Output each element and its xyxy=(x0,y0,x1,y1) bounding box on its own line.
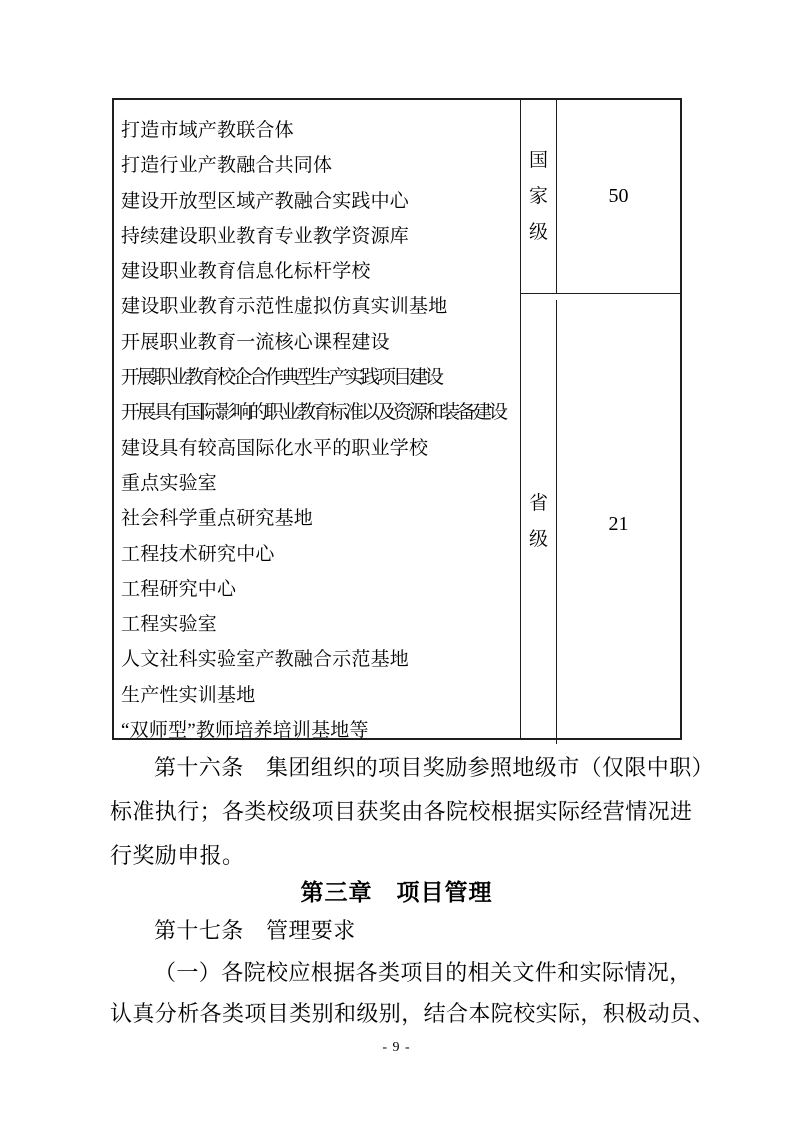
level-cell-national xyxy=(521,100,557,293)
table-item: 持续建设职业教育专业教学资源库 xyxy=(121,225,410,247)
table-row-national xyxy=(521,100,680,294)
table-item: 建设职业教育示范性虚拟仿真实训基地 xyxy=(121,296,448,318)
article16-line2: 标准执行；各类校级项目获奖由各院校根据实际经营情况进 xyxy=(110,799,693,824)
table-item: 工程技术研究中心 xyxy=(121,543,275,565)
table-item: “双师型”教师培养培训基地等 xyxy=(121,720,369,742)
article16-line3: 行奖励申报。 xyxy=(110,843,245,868)
table-item: 人文社科实验室产教融合示范基地 xyxy=(121,649,410,671)
table-row-provincial xyxy=(521,294,680,738)
level-char: 级 xyxy=(528,221,548,243)
table-item: 建设具有较高国际化水平的职业学校 xyxy=(121,437,429,459)
table-item: 打造市域产教联合体 xyxy=(121,120,294,141)
count-cell-provincial: 21 xyxy=(608,512,629,535)
clause1-line2: 认真分析各类项目类别和级别，结合本院校实际，积极动员、 xyxy=(110,1001,715,1026)
level-char: 国 xyxy=(528,149,548,171)
clause1-line1: （一）各院校应根据各类项目的相关文件和实际情况， xyxy=(154,960,692,985)
project-award-table xyxy=(112,98,682,740)
table-item: 建设职业教育信息化标杆学校 xyxy=(121,261,371,283)
table-item: 开展职业教育一流核心课程建设 xyxy=(121,331,390,353)
level-char: 级 xyxy=(528,529,548,550)
count-cell-national: 50 xyxy=(608,185,629,207)
table-item: 开展具有国际影响的职业教育标准以及资源和装备建设 xyxy=(121,402,506,424)
table-item: 生产性实训基地 xyxy=(121,684,256,706)
table-items-column xyxy=(114,100,521,742)
table-item: 建设开放型区域产教融合实践中心 xyxy=(121,190,410,212)
chapter-heading: 第三章 项目管理 xyxy=(300,879,493,905)
table-item: 工程研究中心 xyxy=(121,578,237,600)
table-item: 重点实验室 xyxy=(121,472,218,494)
table-item: 工程实验室 xyxy=(121,614,218,636)
table-item: 开展职业教育校企合作典型生产实践项目建设 xyxy=(121,367,442,389)
page-number: - 9 - xyxy=(382,1040,411,1055)
level-cell-provincial xyxy=(521,300,557,744)
article16-line1: 第十六条 集团组织的项目奖励参照地级市（仅限中职） xyxy=(154,755,715,780)
level-char: 省 xyxy=(528,493,548,514)
article17-heading: 第十七条 管理要求 xyxy=(154,918,356,943)
table-item: 打造行业产教融合共同体 xyxy=(121,155,333,177)
table-level-count-columns xyxy=(521,100,680,738)
level-char: 家 xyxy=(528,185,548,207)
table-item: 社会科学重点研究基地 xyxy=(121,508,314,530)
